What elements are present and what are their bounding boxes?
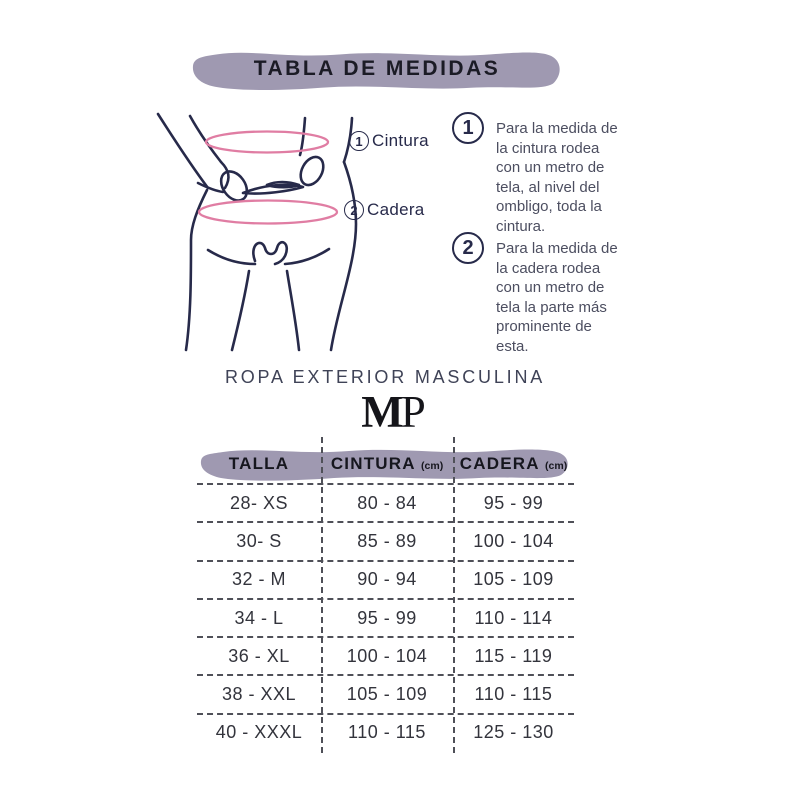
cell-talla: 38 - XXL	[221, 684, 297, 705]
column-header-cintura: CINTURA (cm)	[330, 453, 444, 473]
waist-measure-line	[206, 132, 328, 153]
cell-talla: 40 - XXXL	[215, 722, 303, 743]
instruction-1-number: 1	[452, 112, 484, 144]
table-body	[197, 483, 574, 751]
cell-cadera: 115 - 119	[474, 645, 553, 666]
title-banner	[191, 45, 563, 93]
table-row	[197, 713, 574, 751]
column-divider-1	[321, 437, 323, 753]
column-divider-2	[453, 437, 455, 753]
section-heading: ROPA EXTERIOR MASCULINA	[224, 367, 546, 387]
brand-logo	[0, 387, 784, 437]
cell-cintura: 95 - 99	[357, 607, 417, 628]
cell-cintura: 100 - 104	[346, 645, 428, 666]
table-header-row	[197, 444, 574, 483]
waist-callout-label: Cintura	[372, 131, 429, 150]
waist-callout-number: 1	[349, 131, 369, 151]
table-row	[197, 598, 574, 636]
cell-talla: 36 - XL	[228, 645, 290, 666]
table-row	[197, 521, 574, 559]
table-row	[197, 636, 574, 674]
table-row	[197, 560, 574, 598]
cell-talla: 34 - L	[234, 607, 284, 628]
instruction-2-number: 2	[452, 232, 484, 264]
page-title: TABLA DE MEDIDAS	[253, 57, 501, 80]
table-row	[197, 483, 574, 521]
body-line-art	[158, 114, 356, 350]
size-table	[197, 437, 574, 753]
brand-logo-p: P	[400, 387, 423, 437]
cell-cintura: 80 - 84	[357, 492, 417, 513]
table-row	[197, 674, 574, 712]
cell-talla: 32 - M	[231, 569, 286, 590]
cell-cintura: 85 - 89	[357, 530, 417, 551]
hip-callout	[344, 200, 425, 220]
hip-measure-line	[199, 201, 337, 224]
cell-cadera: 125 - 130	[473, 722, 554, 743]
column-header-cadera: CADERA (cm)	[459, 453, 568, 473]
column-header-talla: TALLA	[228, 453, 290, 473]
cell-cintura: 105 - 109	[346, 684, 428, 705]
instruction-1-text: Para la medida de la cintura rodea con un metro de tela, al nivel del ombligo, toda la cintura.	[496, 120, 618, 235]
hip-callout-number: 2	[344, 200, 364, 220]
cell-cadera: 110 - 115	[474, 684, 553, 705]
cell-cintura: 110 - 115	[348, 722, 426, 743]
cell-cadera: 100 - 104	[473, 530, 554, 551]
cell-talla: 30- S	[236, 530, 282, 551]
waist-callout	[349, 131, 429, 151]
hip-callout-label: Cadera	[367, 200, 425, 219]
brand-logo-m: M	[361, 387, 401, 437]
cell-cadera: 105 - 109	[473, 569, 554, 590]
cell-talla: 28- XS	[229, 492, 289, 513]
cell-cadera: 110 - 114	[474, 607, 553, 628]
cell-cintura: 90 - 94	[357, 569, 417, 590]
cell-cadera: 95 - 99	[483, 492, 544, 513]
instruction-2-text: Para la medida de la cadera rodea con un metro de tela la parte más prominente de esta.	[496, 240, 618, 355]
